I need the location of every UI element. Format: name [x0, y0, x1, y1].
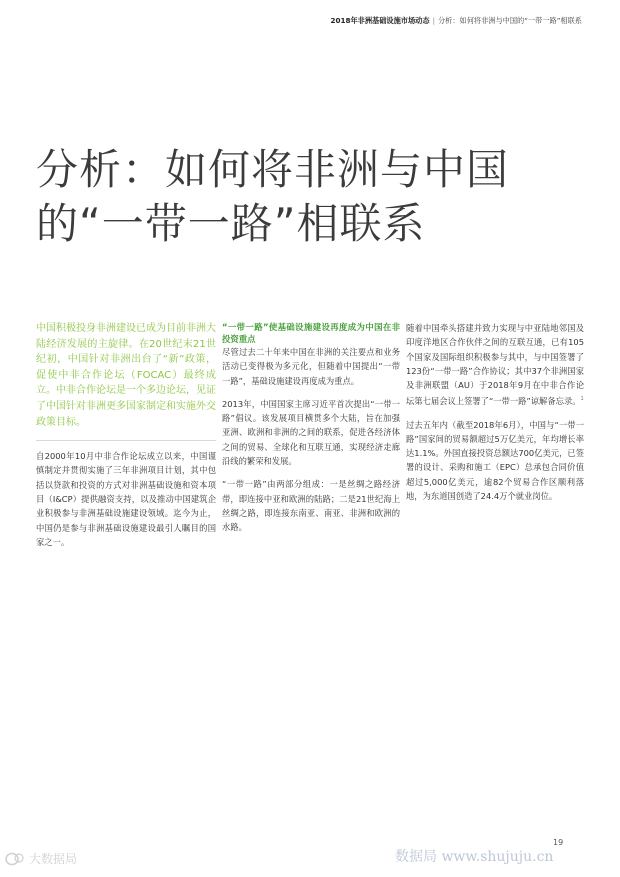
column-2-paragraph-1: 尽管过去二十年来中国在非洲的关注要点和业务活动已变得极为多元化，但随着中国提出“一带一路”，基础设施建设再度成为重点。	[222, 347, 400, 386]
logo	[4, 850, 77, 867]
column-3	[406, 321, 584, 512]
title-line-1: 分析：如何将非洲与中国	[36, 145, 510, 194]
column-3-paragraph-1	[406, 321, 584, 409]
header-section-name: 分析：如何将非洲与中国的“一带一路”相联系	[437, 16, 582, 25]
logo-icon	[4, 851, 26, 867]
header-separator: |	[432, 16, 435, 25]
column-2-paragraph-3: “一带一路”由两部分组成：一是丝绸之路经济带，即连接中亚和欧洲的陆路；二是21世纪海上丝绸之路，即连接东南亚、南亚、非洲和欧洲的水路。	[222, 479, 400, 533]
column-3-paragraph-1-text: 随着中国牵头搭建并致力实现与中亚陆地邻国及印度洋地区合作伙伴之间的互联互通，已有105个国家及国际组织积极参与其中，与中国签署了123份“一带一路”合作协议；其中37个非洲国家及非洲联盟（AU）于2018年9月在中非合作论坛第七届会议上签署了“一带一路”谅解备忘录。	[406, 323, 584, 407]
lead-paragraph: 中国积极投身非洲建设已成为目前非洲大陆经济发展的主旋律。在20世纪末21世纪初，中国针对非洲出台了“新”政策，促使中非合作论坛（FOCAC）最终成立。中非合作论坛是一个多边论坛，见证了中国针对非洲更多国家制定和实施外交政策目标。	[36, 321, 216, 441]
column-3-paragraph-2: 过去五年内（截至2018年6月），中国与“一带一路”国家间的贸易额超过5万亿美元，年均增长率达1.1%。外国直接投资总额达700亿美元，已签署的设计、采购和施工（EPC）总承包合同价值超过5,000亿美元，逾82个贸易合作区顺利落地，为东道国创造了24.4万个就业岗位。	[406, 419, 584, 502]
column-1	[36, 321, 216, 558]
title-line-2: 的“一带一路”相联系	[36, 199, 426, 248]
column-2-paragraph-2: 2013年，中国国家主席习近平首次提出“一带一路”倡议。该发展项目横贯多个大陆，旨在加强亚洲、欧洲和非洲的之间的联系，促进各经济体之间的贸易、全球化和互联互通，实现经济走廊沿线的繁荣和发展。	[222, 398, 400, 467]
page-title	[36, 143, 596, 251]
running-header	[330, 16, 582, 26]
page-number: 19	[553, 838, 564, 847]
section-heading: “一带一路”使基础设施建设再度成为中国在非投资重点	[222, 322, 400, 344]
column-2	[222, 321, 400, 544]
logo-text: 大数据局	[29, 852, 78, 866]
watermark-text: 数据局 www.shujuju.cn	[395, 849, 554, 865]
footnote-marker: 1	[580, 396, 584, 403]
header-report-name: 2018年非洲基础设施市场动态	[330, 16, 430, 25]
column-1-body: 自2000年10月中非合作论坛成立以来，中国谨慎制定并贯彻实施了三年非洲项目计划，其中包括以贷款和投资的方式对非洲基础设施和资本项目（I&CP）提供融资支持，以及推动中国建筑企业积极参与非洲基础设施建设领域。迄今为止，中国仍是参与非洲基础设施建设最引人瞩目的国家之一。	[36, 451, 216, 547]
